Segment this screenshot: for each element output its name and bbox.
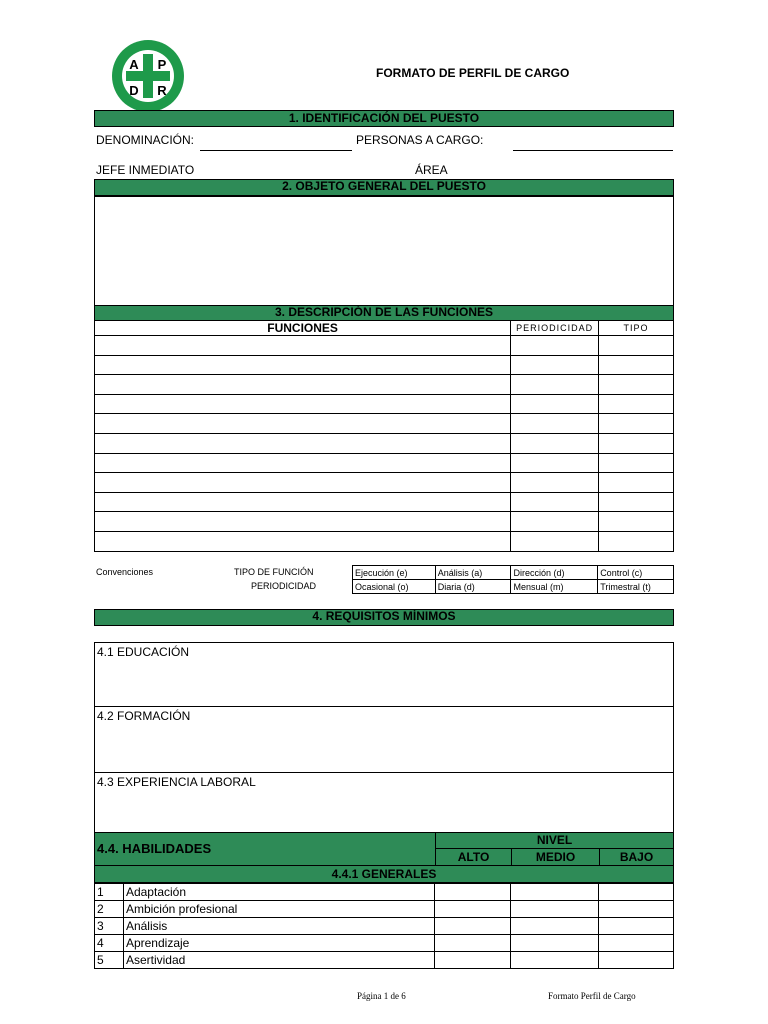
section-3-header: 3. DESCRIPCIÓN DE LAS FUNCIONES: [94, 305, 674, 321]
table-row: [95, 918, 674, 935]
experiencia-box[interactable]: [94, 772, 674, 833]
denominacion-field[interactable]: [200, 150, 352, 151]
denominacion-label: DENOMINACIÓN:: [96, 133, 195, 147]
table-row: [95, 375, 674, 395]
skill-name: Asertividad: [123, 952, 434, 969]
functions-table: [94, 320, 674, 552]
jefe-label: JEFE INMEDIATO: [96, 163, 195, 177]
logo-letter-r: R: [157, 83, 167, 98]
area-label: ÁREA: [415, 163, 448, 177]
tipo-analisis: Análisis (a): [435, 566, 511, 580]
logo-letter-p: P: [157, 57, 167, 72]
table-row: [95, 336, 674, 356]
table-row: [95, 355, 674, 375]
table-row: [95, 433, 674, 453]
footer-page: Página 1 de 6: [357, 991, 406, 1001]
section-4-header: 4. REQUISITOS MÍNIMOS: [94, 609, 674, 626]
table-row: [95, 884, 674, 901]
objeto-general-box[interactable]: [94, 196, 674, 306]
skill-num: 2: [95, 901, 124, 918]
nivel-medio: MEDIO: [511, 848, 600, 866]
table-row: [95, 901, 674, 918]
nivel-bajo: BAJO: [599, 848, 674, 866]
logo-letter-d: D: [129, 83, 139, 98]
educacion-label: 4.1 EDUCACIÓN: [97, 645, 190, 659]
table-row: [95, 473, 674, 493]
formacion-label: 4.2 FORMACIÓN: [97, 709, 191, 723]
logo: [110, 38, 186, 114]
nivel-header: NIVEL: [435, 832, 674, 849]
skill-name: Aprendizaje: [123, 935, 434, 952]
skills-table: [94, 883, 674, 969]
skill-name: Análisis: [123, 918, 434, 935]
col-funciones: FUNCIONES: [95, 321, 511, 336]
col-periodicidad: PERIODICIDAD: [511, 321, 599, 336]
table-row: [95, 414, 674, 434]
skill-num: 1: [95, 884, 124, 901]
table-row: [95, 512, 674, 532]
tipo-funcion-label: TIPO DE FUNCIÓN: [234, 567, 314, 577]
periodo-diaria: Diaria (d): [435, 580, 511, 594]
formacion-box[interactable]: [94, 706, 674, 773]
section-2-header: 2. OBJETO GENERAL DEL PUESTO: [94, 179, 674, 196]
footer-doc: Formato Perfil de Cargo: [548, 991, 636, 1001]
table-row: [95, 531, 674, 551]
periodicidad-label: PERIODICIDAD: [251, 581, 317, 591]
habilidades-header: [94, 832, 436, 866]
educacion-box[interactable]: [94, 642, 674, 707]
generales-header: 4.4.1 GENERALES: [94, 865, 674, 883]
personas-label: PERSONAS A CARGO:: [356, 133, 484, 147]
tipo-control: Control (c): [598, 566, 674, 580]
col-tipo: TIPO: [599, 321, 674, 336]
skill-name: Adaptación: [123, 884, 434, 901]
table-row: [95, 952, 674, 969]
logo-letter-a: A: [129, 57, 139, 72]
nivel-alto: ALTO: [435, 848, 512, 866]
tipo-ejecucion: Ejecución (e): [353, 566, 436, 580]
periodo-ocasional: Ocasional (o): [353, 580, 436, 594]
section-1-header: 1. IDENTIFICACIÓN DEL PUESTO: [94, 110, 674, 127]
periodo-mensual: Mensual (m): [511, 580, 598, 594]
experiencia-label: 4.3 EXPERIENCIA LABORAL: [97, 775, 256, 789]
table-row: [95, 453, 674, 473]
periodo-trimestral: Trimestral (t): [598, 580, 674, 594]
table-row: [95, 492, 674, 512]
convenciones-label: Convenciones: [96, 567, 154, 577]
skill-num: 3: [95, 918, 124, 935]
page-title: FORMATO DE PERFIL DE CARGO: [376, 66, 570, 80]
table-row: [95, 394, 674, 414]
conventions-table: [352, 565, 674, 594]
table-row: [95, 935, 674, 952]
personas-field[interactable]: [513, 150, 673, 151]
skill-name: Ambición profesional: [123, 901, 434, 918]
skill-num: 4: [95, 935, 124, 952]
tipo-direccion: Dirección (d): [511, 566, 598, 580]
skill-num: 5: [95, 952, 124, 969]
habilidades-label: 4.4. HABILIDADES: [97, 841, 212, 856]
